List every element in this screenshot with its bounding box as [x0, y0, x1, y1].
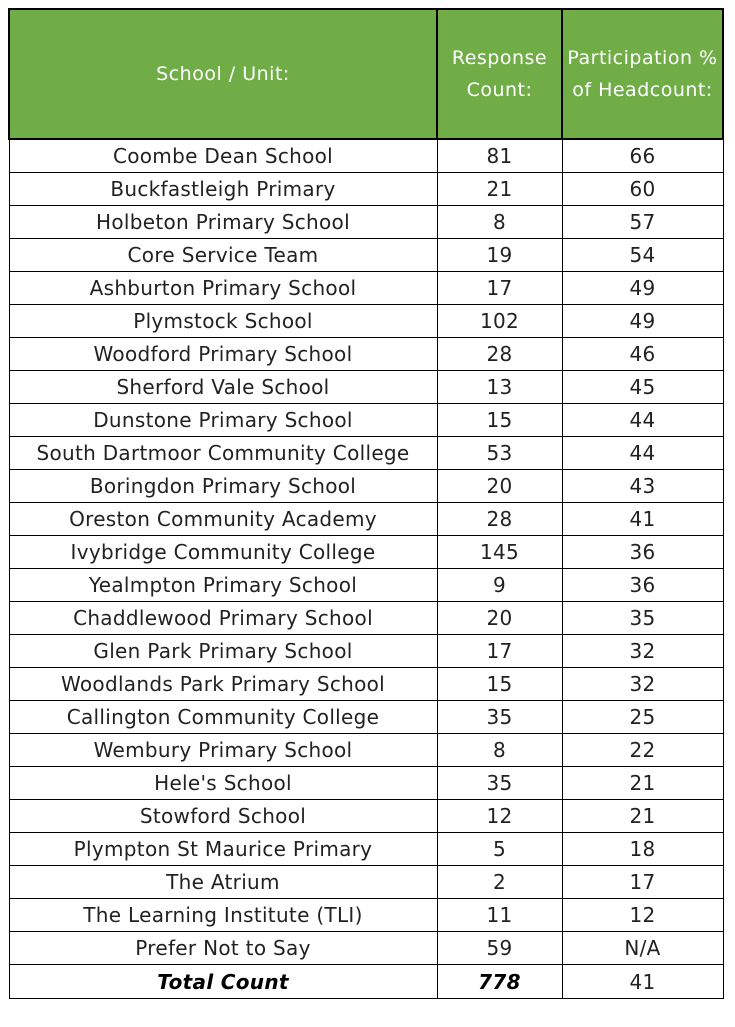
response-count-cell: 102 — [437, 305, 562, 338]
participation-cell: 41 — [562, 503, 723, 536]
participation-cell: 57 — [562, 206, 723, 239]
response-count-cell: 81 — [437, 139, 562, 173]
participation-table — [8, 8, 724, 999]
response-count-cell: 28 — [437, 338, 562, 371]
participation-cell: 45 — [562, 371, 723, 404]
total-row — [9, 965, 723, 999]
school-name-cell: Woodford Primary School — [9, 338, 437, 371]
response-count-cell: 9 — [437, 569, 562, 602]
response-count-cell: 53 — [437, 437, 562, 470]
table-row — [9, 173, 723, 206]
school-name-cell: Coombe Dean School — [9, 139, 437, 173]
school-name-cell: Chaddlewood Primary School — [9, 602, 437, 635]
participation-cell: 25 — [562, 701, 723, 734]
table-row — [9, 338, 723, 371]
response-count-cell: 145 — [437, 536, 562, 569]
school-name-cell: Plymstock School — [9, 305, 437, 338]
table-row — [9, 701, 723, 734]
participation-cell: 36 — [562, 536, 723, 569]
response-count-cell: 59 — [437, 932, 562, 965]
school-name-cell: Woodlands Park Primary School — [9, 668, 437, 701]
participation-cell: 66 — [562, 139, 723, 173]
response-count-cell: 21 — [437, 173, 562, 206]
table-row — [9, 800, 723, 833]
participation-cell: 12 — [562, 899, 723, 932]
response-count-cell: 2 — [437, 866, 562, 899]
participation-cell: N/A — [562, 932, 723, 965]
table-row — [9, 139, 723, 173]
response-count-cell: 15 — [437, 404, 562, 437]
response-count-cell: 11 — [437, 899, 562, 932]
table-row — [9, 569, 723, 602]
response-count-cell: 35 — [437, 701, 562, 734]
response-count-cell: 15 — [437, 668, 562, 701]
school-name-cell: Ivybridge Community College — [9, 536, 437, 569]
response-count-cell: 8 — [437, 734, 562, 767]
response-count-cell: 17 — [437, 272, 562, 305]
school-name-cell: Boringdon Primary School — [9, 470, 437, 503]
school-name-cell: Callington Community College — [9, 701, 437, 734]
response-count-cell: 19 — [437, 239, 562, 272]
table-row — [9, 833, 723, 866]
response-count-cell: 35 — [437, 767, 562, 800]
participation-cell: 54 — [562, 239, 723, 272]
response-count-cell: 28 — [437, 503, 562, 536]
school-name-cell: Stowford School — [9, 800, 437, 833]
participation-cell: 60 — [562, 173, 723, 206]
table-row — [9, 239, 723, 272]
table-row — [9, 470, 723, 503]
table-row — [9, 932, 723, 965]
table-row — [9, 272, 723, 305]
school-name-cell: South Dartmoor Community College — [9, 437, 437, 470]
participation-cell: 44 — [562, 404, 723, 437]
table-row — [9, 503, 723, 536]
participation-cell: 32 — [562, 635, 723, 668]
response-count-cell: 12 — [437, 800, 562, 833]
school-name-cell: The Learning Institute (TLI) — [9, 899, 437, 932]
header-row — [9, 9, 723, 139]
school-name-cell: Core Service Team — [9, 239, 437, 272]
table-row — [9, 899, 723, 932]
participation-cell: 49 — [562, 272, 723, 305]
school-name-cell: Buckfastleigh Primary — [9, 173, 437, 206]
participation-cell: 18 — [562, 833, 723, 866]
response-count-column-header: Response Count: — [437, 9, 562, 139]
school-name-cell: Plympton St Maurice Primary — [9, 833, 437, 866]
response-count-cell: 8 — [437, 206, 562, 239]
table-row — [9, 206, 723, 239]
response-count-cell: 20 — [437, 602, 562, 635]
school-name-cell: Glen Park Primary School — [9, 635, 437, 668]
total-participation: 41 — [562, 965, 723, 999]
participation-cell: 36 — [562, 569, 723, 602]
table-row — [9, 668, 723, 701]
response-count-cell: 17 — [437, 635, 562, 668]
school-name-cell: Wembury Primary School — [9, 734, 437, 767]
school-column-header: School / Unit: — [9, 9, 437, 139]
table-row — [9, 437, 723, 470]
school-name-cell: Prefer Not to Say — [9, 932, 437, 965]
school-name-cell: Sherford Vale School — [9, 371, 437, 404]
response-count-cell: 20 — [437, 470, 562, 503]
table-row — [9, 305, 723, 338]
table-row — [9, 404, 723, 437]
school-name-cell: Holbeton Primary School — [9, 206, 437, 239]
table-row — [9, 602, 723, 635]
participation-cell: 22 — [562, 734, 723, 767]
total-label: Total Count — [9, 965, 437, 999]
table-row — [9, 536, 723, 569]
school-name-cell: Ashburton Primary School — [9, 272, 437, 305]
participation-cell: 44 — [562, 437, 723, 470]
table-row — [9, 767, 723, 800]
response-count-cell: 13 — [437, 371, 562, 404]
participation-cell: 17 — [562, 866, 723, 899]
school-name-cell: The Atrium — [9, 866, 437, 899]
participation-cell: 35 — [562, 602, 723, 635]
total-count: 778 — [437, 965, 562, 999]
participation-cell: 32 — [562, 668, 723, 701]
school-name-cell: Dunstone Primary School — [9, 404, 437, 437]
school-name-cell: Oreston Community Academy — [9, 503, 437, 536]
participation-cell: 46 — [562, 338, 723, 371]
table-row — [9, 635, 723, 668]
table-row — [9, 371, 723, 404]
participation-column-header: Participation % of Headcount: — [562, 9, 723, 139]
participation-cell: 43 — [562, 470, 723, 503]
school-name-cell: Yealmpton Primary School — [9, 569, 437, 602]
table-row — [9, 734, 723, 767]
table-row — [9, 866, 723, 899]
participation-cell: 49 — [562, 305, 723, 338]
participation-cell: 21 — [562, 767, 723, 800]
school-name-cell: Hele's School — [9, 767, 437, 800]
response-count-cell: 5 — [437, 833, 562, 866]
participation-cell: 21 — [562, 800, 723, 833]
